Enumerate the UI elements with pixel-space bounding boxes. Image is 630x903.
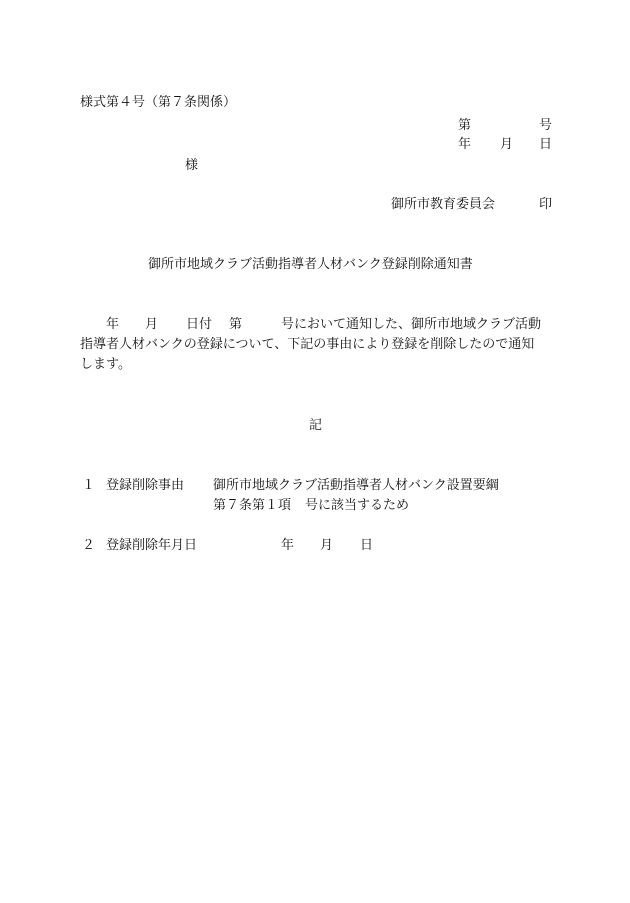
body-dai: 第: [229, 317, 243, 332]
item-1-label: 登録削除事由: [106, 478, 185, 493]
date-year-label: 年: [458, 137, 472, 152]
item-2-year: 年: [281, 538, 295, 553]
form-number: 様式第４号（第７条関係）: [80, 95, 237, 110]
body-line3: します。: [80, 357, 131, 372]
body-line1-rest: 号において通知した、御所市地域クラブ活動: [281, 317, 542, 332]
body-year: 年: [106, 317, 120, 332]
item-1-value-line1: 御所市地域クラブ活動指導者人材バンク設置要綱: [213, 478, 499, 493]
issuer-name: 御所市教育委員会: [391, 197, 496, 212]
ki-heading: 記: [309, 418, 323, 433]
document-title: 御所市地域クラブ活動指導者人材バンク登録削除通知書: [148, 257, 473, 272]
item-2-number: ２: [82, 538, 96, 553]
item-1-value-line2-a: 第７条第１項: [213, 498, 292, 513]
addressee-suffix: 様: [185, 158, 199, 173]
body-day-dated: 日付: [186, 317, 213, 332]
item-1-value-line2-b: 号に該当するため: [305, 498, 410, 513]
item-2-label: 登録削除年月日: [106, 538, 198, 553]
document-number-suffix: 号: [539, 118, 553, 133]
seal-mark: 印: [539, 197, 553, 212]
document-number-prefix: 第: [458, 118, 472, 133]
date-month-label: 月: [500, 137, 514, 152]
item-2-day: 日: [360, 538, 374, 553]
date-day-label: 日: [539, 137, 553, 152]
item-2-month: 月: [320, 538, 334, 553]
item-1-number: １: [82, 478, 96, 493]
body-line2: 指導者人材バンクの登録について、下記の事由により登録を削除したので通知: [80, 337, 535, 352]
body-month: 月: [145, 317, 159, 332]
